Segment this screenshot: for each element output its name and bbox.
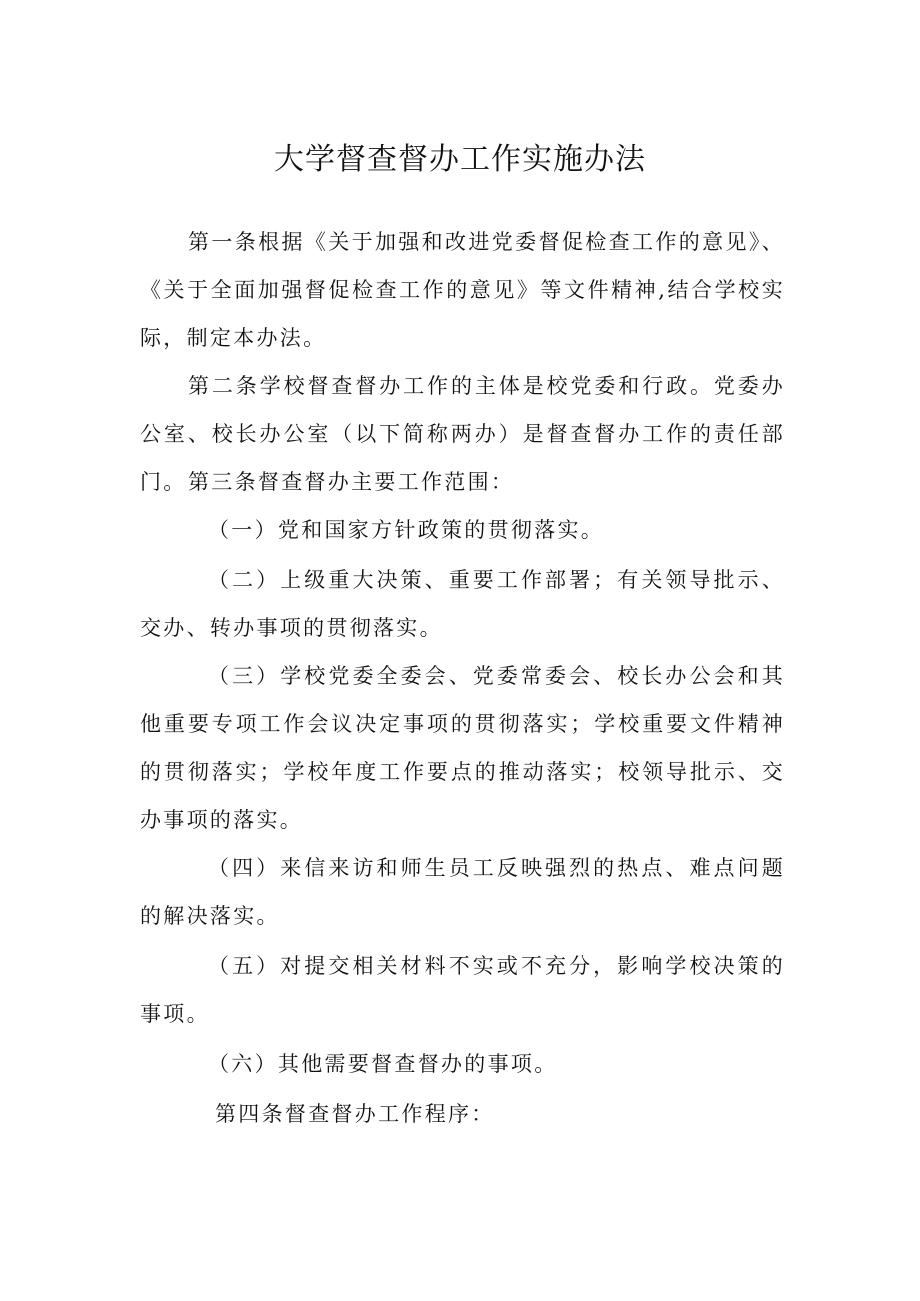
scope-item-5: （五）对提交相关材料不实或不充分，影响学校决策的事项。 <box>140 954 785 1026</box>
scope-item-2: （二）上级重大决策、重要工作部署；有关领导批示、交办、转办事项的贯彻落实。 <box>140 568 785 640</box>
article-3-paragraph: 第三条督查督办主要工作范围： <box>188 470 515 494</box>
scope-item-1: （一）党和国家方针政策的贯彻落实。 <box>208 518 605 542</box>
article-4-paragraph: 第四条督查督办工作程序： <box>215 1102 495 1126</box>
scope-item-4: （四）来信来访和师生员工反映强烈的热点、难点问题的解决落实。 <box>140 856 785 928</box>
scope-item-6: （六）其他需要督查督办的事项。 <box>208 1052 558 1076</box>
scope-item-3: （三）学校党委全委会、党委常委会、校长办公会和其他重要专项工作会议决定事项的贯彻落实；学校重要文件精神的贯彻落实；学校年度工作要点的推动落实；校领导批示、交办事项的落实。 <box>140 664 785 832</box>
article-1-paragraph: 第一条根据《关于加强和改进党委督促检查工作的意见》、《关于全面加强督促检查工作的意见》等文件精神,结合学校实际，制定本办法。 <box>140 230 785 350</box>
document-title: 大学督查督办工作实施办法 <box>274 142 646 177</box>
article-2-paragraph: 第二条学校督查督办工作的主体是校党委和行政。党委办公室、校长办公室（以下简称两办）是督查督办工作的责任部门。 <box>140 374 785 494</box>
